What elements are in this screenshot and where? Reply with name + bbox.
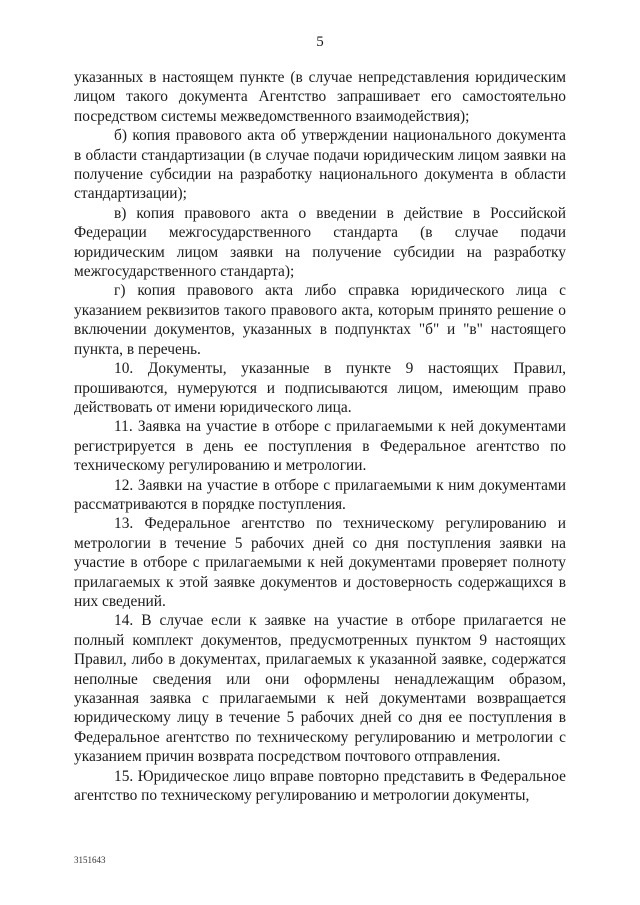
paragraph-10: 10. Документы, указанные в пункте 9 настоящих Правил, прошиваются, нумеруются и подписываются лицом, имеющим право действовать от имени юридического лица. <box>74 360 566 416</box>
paragraph-11: 11. Заявка на участие в отборе с прилагаемыми к ней документами регистрируется в день ее поступления в Федеральное агентство по техническому регулированию и метрологии. <box>74 418 566 475</box>
page-number: 5 <box>316 34 324 50</box>
paragraph-item-b: б) копия правового акта об утверждении национального документа в области стандартизации (в случае подачи юридическим лицом заявки на получение субсидии на разработку национального документа в области стандартизации); <box>74 127 566 203</box>
document-body <box>74 68 566 805</box>
paragraph-item-g: г) копия правового акта либо справка юридического лица с указанием реквизитов такого правового акта, которым принято решение о включении документов, указанных в подпунктах "б" и "в" настоящего пункта, в перечень. <box>74 282 566 358</box>
document-code: 3151643 <box>74 855 106 865</box>
paragraph-continuation: указанных в настоящем пункте (в случае непредставления юридическим лицом такого документа Агентство запрашивает его самостоятельно посредством системы межведомственного взаимодействия); <box>74 69 566 125</box>
paragraph-14: 14. В случае если к заявке на участие в отборе прилагается не полный комплект документов, предусмотренных пунктом 9 настоящих Правил, либо в документах, прилагаемых к указанной заявке, содержатся неполные сведения или они оформлены ненадлежащим образом, указанная заявка с прилагаемыми к ней документами возвращается юридическому лицу в течение 5 рабочих дней со дня ее поступления в Федеральное агентство по техническому регулированию и метрологии с указанием причин возврата посредством почтового отправления. <box>74 612 566 766</box>
paragraph-15: 15. Юридическое лицо вправе повторно представить в Федеральное агентство по техническому регулированию и метрологии документы, <box>74 767 566 805</box>
paragraph-12: 12. Заявки на участие в отборе с прилагаемыми к ним документами рассматриваются в порядке поступления. <box>74 476 566 513</box>
paragraph-13: 13. Федеральное агентство по техническому регулированию и метрологии в течение 5 рабочих дней со дня поступления заявки на участие в отборе с прилагаемыми к ней документами проверяет полноту прилагаемых к этой заявке документов и достоверность содержащихся в них сведений. <box>74 515 566 610</box>
paragraph-item-v: в) копия правового акта о введении в действие в Российской Федерации межгосударственного стандарта (в случае подачи юридическим лицом заявки на получение субсидии на разработку межгосударственного стандарта); <box>74 204 566 281</box>
